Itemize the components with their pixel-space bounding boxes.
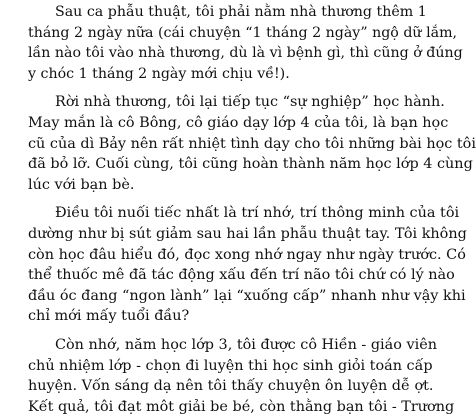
paragraph-line: đầu óc đang “ngon lành” lại “xuống cấp” nhanh như vậy khi (28, 287, 466, 304)
paragraph-line: chỉ mới mấy tuổi đầu? (28, 308, 190, 325)
paragraph-line: lần nào tôi vào nhà thương, dù là vì bệnh gì, thì cũng ở đúng (28, 45, 463, 62)
paragraph-1 (28, 2, 463, 84)
paragraph-3 (28, 203, 467, 327)
paragraph-line: thể thuốc mê đã tác động xấu đến trí não tôi chứ có lý nào (28, 267, 455, 284)
paragraph-line: y chóc 1 tháng 2 ngày mới chịu về!). (28, 65, 290, 82)
paragraph-4 (28, 335, 455, 417)
paragraph-line: huyện. Vốn sáng dạ nên tôi thấy chuyện ôn luyện dễ ợt. (28, 378, 434, 395)
paragraph-line: Sau ca phẫu thuật, tôi phải nằm nhà thương thêm 1 (55, 4, 427, 20)
paragraph-line: tháng 2 ngày nữa (cái chuyện “1 tháng 2 ngày” ngộ dữ lắm, (28, 24, 458, 41)
paragraph-line: dường như bị sút giảm sau hai lần phẫu thuật tay. Tôi không (28, 225, 467, 242)
paragraph-line: còn học đâu hiểu đó, đọc xong nhớ ngay như ngày trước. Có (28, 246, 466, 263)
paragraph-line: Kết quả, tôi đạt môt giải be bé, còn thằng bạn tôi - Trương (28, 398, 455, 415)
paragraph-line: Điều tôi nuối tiếc nhất là trí nhớ, trí thông minh của tôi (55, 205, 460, 222)
paragraph-2 (28, 92, 476, 195)
paragraph-line: May mắn là cô Bông, cô giáo dạy lớp 4 của tôi, là bạn học (28, 114, 449, 131)
paragraph-line: Rời nhà thương, tôi lại tiếp tục “sự nghiệp” học hành. (55, 94, 445, 111)
paragraph-line: chủ nhiệm lớp - chọn đi luyện thi học sinh giỏi toán cấp (28, 357, 433, 374)
paragraph-line: đã bỏ lỡ. Cuối cùng, tôi cũng hoàn thành năm học lớp 4 cùng (28, 156, 473, 173)
paragraph-line: cũ của dì Bảy nên rất nhiệt tình dạy cho tôi những bài học tôi (28, 135, 476, 152)
paragraph-line: Còn nhớ, năm học lớp 3, tôi được cô Hiền - giáo viên (55, 336, 437, 353)
paragraph-line: lúc với bạn bè. (28, 176, 135, 193)
page-text (28, 2, 476, 417)
